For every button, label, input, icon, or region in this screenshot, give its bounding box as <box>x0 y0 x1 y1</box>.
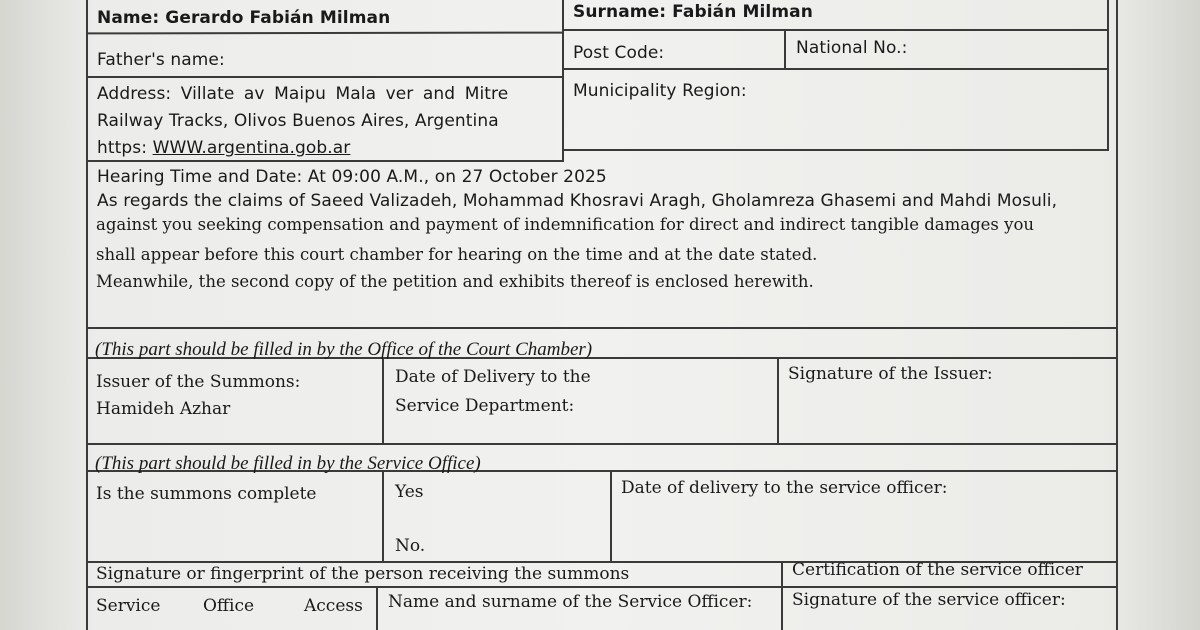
col-divider <box>376 586 378 630</box>
access-access-word: Access <box>304 596 363 616</box>
officer-signature-label: Signature of the service officer: <box>792 590 1066 610</box>
delivery-date-label-2: Service Department: <box>395 396 575 416</box>
col-divider <box>777 357 779 445</box>
address-line-3 <box>97 140 350 157</box>
hearing-body-line-4: Meanwhile, the second copy of the petition and exhibits thereof is enclosed herewith. <box>96 272 814 291</box>
col-divider <box>382 357 384 445</box>
hearing-body-line-1: As regards the claims of Saeed Valizadeh, Mohammad Khosravi Aragh, Gholamreza Ghasemi and Mahdi Mosuli, <box>97 191 1058 211</box>
col-divider <box>781 561 783 630</box>
address-line-1: Address: Villate av Maipu Mala ver and Mitre <box>97 84 509 104</box>
address-url-prefix: https: <box>97 138 153 158</box>
col-divider <box>784 29 786 70</box>
row-divider <box>86 160 564 162</box>
row-divider <box>86 327 1118 329</box>
issuer-label: Issuer of the Summons: <box>96 372 301 392</box>
form-border-left <box>86 0 88 630</box>
option-yes[interactable]: Yes <box>395 482 424 502</box>
row-divider <box>562 149 1108 151</box>
row-divider <box>86 32 564 35</box>
service-office-section-title: (This part should be filled in by the Service Office) <box>95 453 481 474</box>
col-divider <box>610 470 612 563</box>
name-field: Name: Gerardo Fabián Milman <box>97 8 391 28</box>
col-divider <box>382 470 384 563</box>
row-divider <box>562 29 1108 31</box>
officer-name-label: Name and surname of the Service Officer: <box>388 592 753 612</box>
address-line-2: Railway Tracks, Olivos Buenos Aires, Argentina <box>97 111 499 131</box>
row-divider <box>86 586 1118 588</box>
certification-label: Certification of the service officer <box>792 560 1083 580</box>
col-divider <box>562 0 564 162</box>
col-divider <box>1107 0 1109 151</box>
post-code-label: Post Code: <box>573 43 665 63</box>
delivery-to-officer-label: Date of delivery to the service officer: <box>621 478 948 498</box>
court-office-section-title: (This part should be filled in by the Office of the Court Chamber) <box>95 339 593 360</box>
delivery-date-label-1: Date of Delivery to the <box>395 367 591 387</box>
hearing-body-line-2: against you seeking compensation and payment of indemnification for direct and indirect tangible damages you <box>96 215 1035 234</box>
row-divider <box>562 68 1108 70</box>
receiver-signature-label: Signature or fingerprint of the person receiving the summons <box>96 564 630 584</box>
access-office-word: Office <box>203 596 255 616</box>
hearing-body-line-3: shall appear before this court chamber for hearing on the time and at the date stated. <box>96 245 818 264</box>
hearing-time-date: Hearing Time and Date: At 09:00 A.M., on 27 October 2025 <box>97 167 607 187</box>
surname-field: Surname: Fabián Milman <box>573 2 813 22</box>
row-divider <box>86 443 1118 445</box>
option-no[interactable]: No. <box>395 536 426 556</box>
issuer-name: Hamideh Azhar <box>96 399 231 419</box>
summons-complete-question: Is the summons complete <box>96 484 317 504</box>
row-divider <box>86 76 564 78</box>
issuer-signature-label: Signature of the Issuer: <box>788 364 993 384</box>
national-no-label: National No.: <box>796 38 908 58</box>
municipality-label: Municipality Region: <box>573 81 747 101</box>
access-service-word: Service <box>96 596 161 616</box>
fathers-name-label: Father's name: <box>97 50 225 70</box>
form-border-right <box>1116 0 1118 630</box>
address-url-link[interactable]: WWW.argentina.gob.ar <box>152 138 351 158</box>
